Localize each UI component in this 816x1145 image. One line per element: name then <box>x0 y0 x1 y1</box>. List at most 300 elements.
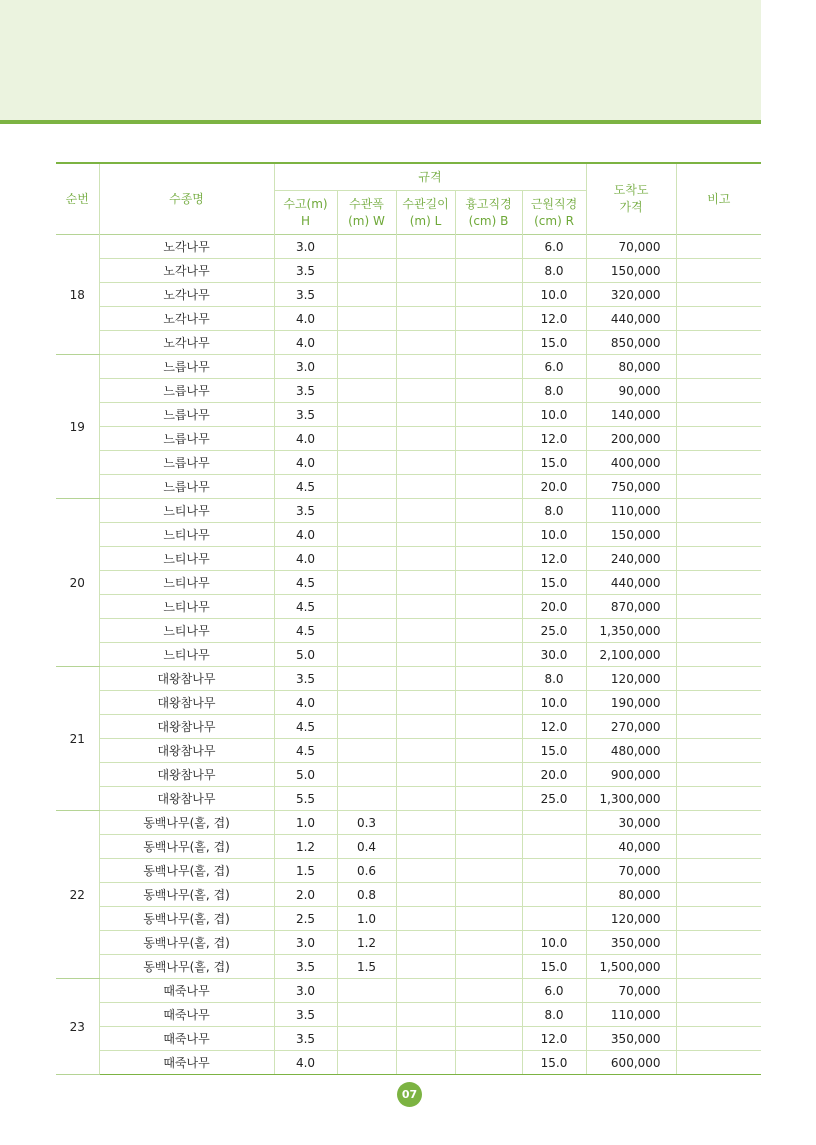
cell-h: 3.5 <box>274 283 337 307</box>
row-number: 18 <box>56 235 99 355</box>
cell-name: 대왕참나무 <box>99 667 274 691</box>
cell-note <box>676 451 761 475</box>
cell-b <box>455 859 522 883</box>
cell-note <box>676 691 761 715</box>
cell-note <box>676 787 761 811</box>
cell-h: 3.5 <box>274 667 337 691</box>
cell-w: 1.2 <box>337 931 396 955</box>
cell-b <box>455 571 522 595</box>
cell-price: 120,000 <box>586 667 676 691</box>
table-row <box>56 451 761 475</box>
cell-b <box>455 787 522 811</box>
cell-h: 3.5 <box>274 379 337 403</box>
cell-l <box>396 859 455 883</box>
table-row <box>56 523 761 547</box>
cell-note <box>676 859 761 883</box>
cell-name: 때죽나무 <box>99 979 274 1003</box>
cell-b <box>455 907 522 931</box>
cell-l <box>396 667 455 691</box>
cell-price: 600,000 <box>586 1051 676 1075</box>
cell-w: 0.3 <box>337 811 396 835</box>
cell-w <box>337 427 396 451</box>
cell-note <box>676 523 761 547</box>
cell-name: 동백나무(홑, 겹) <box>99 931 274 955</box>
cell-h: 4.0 <box>274 331 337 355</box>
table-row <box>56 907 761 931</box>
cell-r: 20.0 <box>522 475 586 499</box>
cell-r: 8.0 <box>522 667 586 691</box>
cell-name: 느릅나무 <box>99 355 274 379</box>
cell-l <box>396 451 455 475</box>
cell-r: 6.0 <box>522 355 586 379</box>
cell-r: 6.0 <box>522 979 586 1003</box>
cell-name: 느티나무 <box>99 619 274 643</box>
cell-w: 0.6 <box>337 859 396 883</box>
cell-w <box>337 235 396 259</box>
cell-r: 25.0 <box>522 619 586 643</box>
cell-note <box>676 811 761 835</box>
cell-w <box>337 283 396 307</box>
table-row <box>56 403 761 427</box>
cell-l <box>396 355 455 379</box>
cell-h: 3.0 <box>274 235 337 259</box>
cell-r: 10.0 <box>522 931 586 955</box>
cell-price: 900,000 <box>586 763 676 787</box>
table-row <box>56 667 761 691</box>
cell-r: 10.0 <box>522 403 586 427</box>
cell-w <box>337 475 396 499</box>
cell-r: 12.0 <box>522 715 586 739</box>
cell-note <box>676 355 761 379</box>
cell-l <box>396 475 455 499</box>
cell-l <box>396 235 455 259</box>
cell-r: 12.0 <box>522 1027 586 1051</box>
cell-name: 느릅나무 <box>99 451 274 475</box>
cell-b <box>455 283 522 307</box>
cell-h: 4.0 <box>274 691 337 715</box>
cell-h: 4.0 <box>274 1051 337 1075</box>
cell-name: 느릅나무 <box>99 379 274 403</box>
cell-price: 440,000 <box>586 307 676 331</box>
cell-h: 3.5 <box>274 259 337 283</box>
cell-price: 1,350,000 <box>586 619 676 643</box>
cell-h: 3.5 <box>274 499 337 523</box>
cell-h: 4.5 <box>274 739 337 763</box>
table-row <box>56 883 761 907</box>
cell-l <box>396 955 455 979</box>
cell-l <box>396 259 455 283</box>
cell-h: 4.5 <box>274 619 337 643</box>
header-band <box>0 0 761 120</box>
cell-price: 140,000 <box>586 403 676 427</box>
cell-name: 노각나무 <box>99 283 274 307</box>
table-row <box>56 811 761 835</box>
cell-name: 때죽나무 <box>99 1051 274 1075</box>
cell-price: 110,000 <box>586 1003 676 1027</box>
cell-note <box>676 595 761 619</box>
cell-price: 80,000 <box>586 355 676 379</box>
cell-w: 0.8 <box>337 883 396 907</box>
cell-b <box>455 451 522 475</box>
page-number: 07 <box>397 1082 422 1107</box>
cell-l <box>396 907 455 931</box>
cell-price: 150,000 <box>586 523 676 547</box>
cell-price: 350,000 <box>586 931 676 955</box>
cell-w <box>337 331 396 355</box>
cell-w <box>337 691 396 715</box>
table-row <box>56 955 761 979</box>
cell-w <box>337 355 396 379</box>
cell-r: 8.0 <box>522 259 586 283</box>
cell-name: 느릅나무 <box>99 427 274 451</box>
cell-r: 25.0 <box>522 787 586 811</box>
row-number: 23 <box>56 979 99 1075</box>
table-row <box>56 859 761 883</box>
cell-price: 30,000 <box>586 811 676 835</box>
cell-h: 1.5 <box>274 859 337 883</box>
cell-note <box>676 883 761 907</box>
cell-b <box>455 403 522 427</box>
row-number: 22 <box>56 811 99 979</box>
cell-l <box>396 883 455 907</box>
cell-h: 5.0 <box>274 763 337 787</box>
cell-r: 6.0 <box>522 235 586 259</box>
cell-name: 느티나무 <box>99 571 274 595</box>
cell-b <box>455 331 522 355</box>
cell-w <box>337 787 396 811</box>
cell-price: 90,000 <box>586 379 676 403</box>
cell-name: 때죽나무 <box>99 1003 274 1027</box>
header-height: 수고(m) H <box>274 191 337 235</box>
header-no: 순번 <box>56 163 99 235</box>
table-row <box>56 475 761 499</box>
table-row <box>56 379 761 403</box>
cell-note <box>676 619 761 643</box>
cell-note <box>676 1027 761 1051</box>
cell-price: 480,000 <box>586 739 676 763</box>
cell-name: 동백나무(홑, 겹) <box>99 811 274 835</box>
cell-w <box>337 523 396 547</box>
cell-l <box>396 1003 455 1027</box>
cell-b <box>455 811 522 835</box>
cell-b <box>455 715 522 739</box>
cell-w <box>337 595 396 619</box>
table-row <box>56 715 761 739</box>
cell-w <box>337 1003 396 1027</box>
cell-price: 350,000 <box>586 1027 676 1051</box>
cell-h: 2.0 <box>274 883 337 907</box>
cell-name: 동백나무(홑, 겹) <box>99 859 274 883</box>
cell-l <box>396 787 455 811</box>
cell-note <box>676 667 761 691</box>
cell-h: 1.0 <box>274 811 337 835</box>
cell-note <box>676 499 761 523</box>
cell-b <box>455 1003 522 1027</box>
cell-h: 3.0 <box>274 355 337 379</box>
cell-l <box>396 523 455 547</box>
cell-note <box>676 259 761 283</box>
cell-note <box>676 931 761 955</box>
cell-b <box>455 883 522 907</box>
cell-r: 8.0 <box>522 379 586 403</box>
cell-price: 240,000 <box>586 547 676 571</box>
cell-b <box>455 595 522 619</box>
cell-b <box>455 955 522 979</box>
cell-name: 느티나무 <box>99 643 274 667</box>
cell-h: 3.5 <box>274 403 337 427</box>
cell-h: 4.0 <box>274 307 337 331</box>
cell-r: 8.0 <box>522 499 586 523</box>
cell-h: 3.5 <box>274 1027 337 1051</box>
cell-name: 동백나무(홑, 겹) <box>99 907 274 931</box>
header-price: 도착도 가격 <box>586 163 676 235</box>
cell-w <box>337 307 396 331</box>
cell-price: 270,000 <box>586 715 676 739</box>
cell-h: 4.5 <box>274 715 337 739</box>
cell-name: 노각나무 <box>99 331 274 355</box>
table-row <box>56 787 761 811</box>
cell-l <box>396 979 455 1003</box>
header-crown-width: 수관폭 (m) W <box>337 191 396 235</box>
cell-r: 12.0 <box>522 427 586 451</box>
cell-h: 4.5 <box>274 571 337 595</box>
row-number: 21 <box>56 667 99 811</box>
cell-r: 15.0 <box>522 451 586 475</box>
cell-r: 15.0 <box>522 331 586 355</box>
table-row <box>56 1051 761 1075</box>
cell-l <box>396 619 455 643</box>
cell-price: 1,300,000 <box>586 787 676 811</box>
cell-l <box>396 715 455 739</box>
header-crown-length: 수관길이 (m) L <box>396 191 455 235</box>
cell-note <box>676 763 761 787</box>
cell-note <box>676 643 761 667</box>
table-row <box>56 547 761 571</box>
cell-note <box>676 403 761 427</box>
cell-l <box>396 1051 455 1075</box>
cell-b <box>455 355 522 379</box>
cell-b <box>455 307 522 331</box>
cell-l <box>396 307 455 331</box>
cell-name: 느티나무 <box>99 595 274 619</box>
cell-price: 40,000 <box>586 835 676 859</box>
cell-w <box>337 259 396 283</box>
cell-h: 5.5 <box>274 787 337 811</box>
cell-r: 10.0 <box>522 691 586 715</box>
cell-name: 때죽나무 <box>99 1027 274 1051</box>
cell-b <box>455 259 522 283</box>
cell-h: 3.5 <box>274 1003 337 1027</box>
cell-b <box>455 475 522 499</box>
cell-note <box>676 1003 761 1027</box>
cell-h: 4.5 <box>274 595 337 619</box>
cell-name: 동백나무(홑, 겹) <box>99 955 274 979</box>
cell-h: 1.2 <box>274 835 337 859</box>
cell-l <box>396 835 455 859</box>
cell-price: 190,000 <box>586 691 676 715</box>
cell-price: 150,000 <box>586 259 676 283</box>
table-row <box>56 763 761 787</box>
cell-h: 4.0 <box>274 451 337 475</box>
cell-l <box>396 427 455 451</box>
cell-name: 대왕참나무 <box>99 739 274 763</box>
table-row <box>56 931 761 955</box>
table-row <box>56 835 761 859</box>
cell-w <box>337 739 396 763</box>
cell-note <box>676 715 761 739</box>
cell-b <box>455 523 522 547</box>
cell-l <box>396 691 455 715</box>
table-row <box>56 235 761 259</box>
cell-w <box>337 499 396 523</box>
cell-note <box>676 307 761 331</box>
cell-r: 8.0 <box>522 1003 586 1027</box>
cell-name: 노각나무 <box>99 235 274 259</box>
cell-name: 대왕참나무 <box>99 763 274 787</box>
cell-r: 10.0 <box>522 523 586 547</box>
cell-name: 동백나무(홑, 겹) <box>99 835 274 859</box>
cell-l <box>396 331 455 355</box>
cell-name: 노각나무 <box>99 259 274 283</box>
cell-b <box>455 643 522 667</box>
table-row <box>56 499 761 523</box>
cell-price: 320,000 <box>586 283 676 307</box>
cell-l <box>396 379 455 403</box>
cell-note <box>676 331 761 355</box>
cell-price: 2,100,000 <box>586 643 676 667</box>
cell-name: 대왕참나무 <box>99 787 274 811</box>
cell-w <box>337 571 396 595</box>
table-row <box>56 1003 761 1027</box>
cell-b <box>455 547 522 571</box>
cell-note <box>676 379 761 403</box>
header-breast-diameter: 흉고직경 (cm) B <box>455 191 522 235</box>
cell-w <box>337 715 396 739</box>
cell-note <box>676 235 761 259</box>
cell-w <box>337 763 396 787</box>
table-row <box>56 739 761 763</box>
cell-name: 대왕참나무 <box>99 715 274 739</box>
table-row <box>56 1027 761 1051</box>
cell-l <box>396 931 455 955</box>
header-note: 비고 <box>676 163 761 235</box>
cell-l <box>396 739 455 763</box>
cell-price: 850,000 <box>586 331 676 355</box>
cell-w <box>337 379 396 403</box>
cell-b <box>455 379 522 403</box>
table-row <box>56 427 761 451</box>
cell-price: 70,000 <box>586 235 676 259</box>
table-row <box>56 259 761 283</box>
cell-name: 대왕참나무 <box>99 691 274 715</box>
cell-w <box>337 667 396 691</box>
cell-w <box>337 451 396 475</box>
header-root-diameter: 근원직경 (cm) R <box>522 191 586 235</box>
cell-r <box>522 907 586 931</box>
cell-h: 4.0 <box>274 523 337 547</box>
cell-w: 0.4 <box>337 835 396 859</box>
tree-price-table <box>56 162 761 1075</box>
cell-b <box>455 499 522 523</box>
cell-note <box>676 955 761 979</box>
cell-price: 70,000 <box>586 859 676 883</box>
cell-l <box>396 403 455 427</box>
cell-w <box>337 1051 396 1075</box>
table-row <box>56 619 761 643</box>
cell-name: 느티나무 <box>99 499 274 523</box>
cell-l <box>396 283 455 307</box>
cell-w <box>337 643 396 667</box>
table-row <box>56 691 761 715</box>
table-row <box>56 979 761 1003</box>
cell-r: 20.0 <box>522 595 586 619</box>
cell-r: 20.0 <box>522 763 586 787</box>
table-row <box>56 331 761 355</box>
cell-name: 노각나무 <box>99 307 274 331</box>
cell-r <box>522 859 586 883</box>
cell-note <box>676 739 761 763</box>
row-number: 20 <box>56 499 99 667</box>
cell-l <box>396 643 455 667</box>
cell-b <box>455 619 522 643</box>
cell-note <box>676 427 761 451</box>
cell-r: 10.0 <box>522 283 586 307</box>
cell-b <box>455 1027 522 1051</box>
cell-note <box>676 835 761 859</box>
table-row <box>56 595 761 619</box>
cell-l <box>396 1027 455 1051</box>
cell-h: 4.0 <box>274 427 337 451</box>
cell-l <box>396 547 455 571</box>
cell-price: 110,000 <box>586 499 676 523</box>
cell-note <box>676 283 761 307</box>
cell-r <box>522 835 586 859</box>
cell-note <box>676 547 761 571</box>
cell-r: 30.0 <box>522 643 586 667</box>
cell-r: 12.0 <box>522 547 586 571</box>
cell-h: 5.0 <box>274 643 337 667</box>
cell-w <box>337 619 396 643</box>
cell-w <box>337 1027 396 1051</box>
cell-price: 80,000 <box>586 883 676 907</box>
cell-r: 15.0 <box>522 955 586 979</box>
cell-r: 15.0 <box>522 571 586 595</box>
cell-note <box>676 1051 761 1075</box>
cell-w <box>337 979 396 1003</box>
cell-b <box>455 1051 522 1075</box>
table-row <box>56 283 761 307</box>
cell-r <box>522 883 586 907</box>
cell-w <box>337 547 396 571</box>
cell-l <box>396 595 455 619</box>
cell-l <box>396 811 455 835</box>
cell-b <box>455 763 522 787</box>
cell-price: 1,500,000 <box>586 955 676 979</box>
header-name: 수종명 <box>99 163 274 235</box>
cell-price: 70,000 <box>586 979 676 1003</box>
cell-h: 3.0 <box>274 931 337 955</box>
header-rule <box>0 120 761 124</box>
cell-h: 4.0 <box>274 547 337 571</box>
cell-price: 120,000 <box>586 907 676 931</box>
row-number: 19 <box>56 355 99 499</box>
cell-r: 15.0 <box>522 739 586 763</box>
cell-note <box>676 907 761 931</box>
cell-b <box>455 979 522 1003</box>
cell-b <box>455 235 522 259</box>
cell-b <box>455 667 522 691</box>
table-row <box>56 643 761 667</box>
